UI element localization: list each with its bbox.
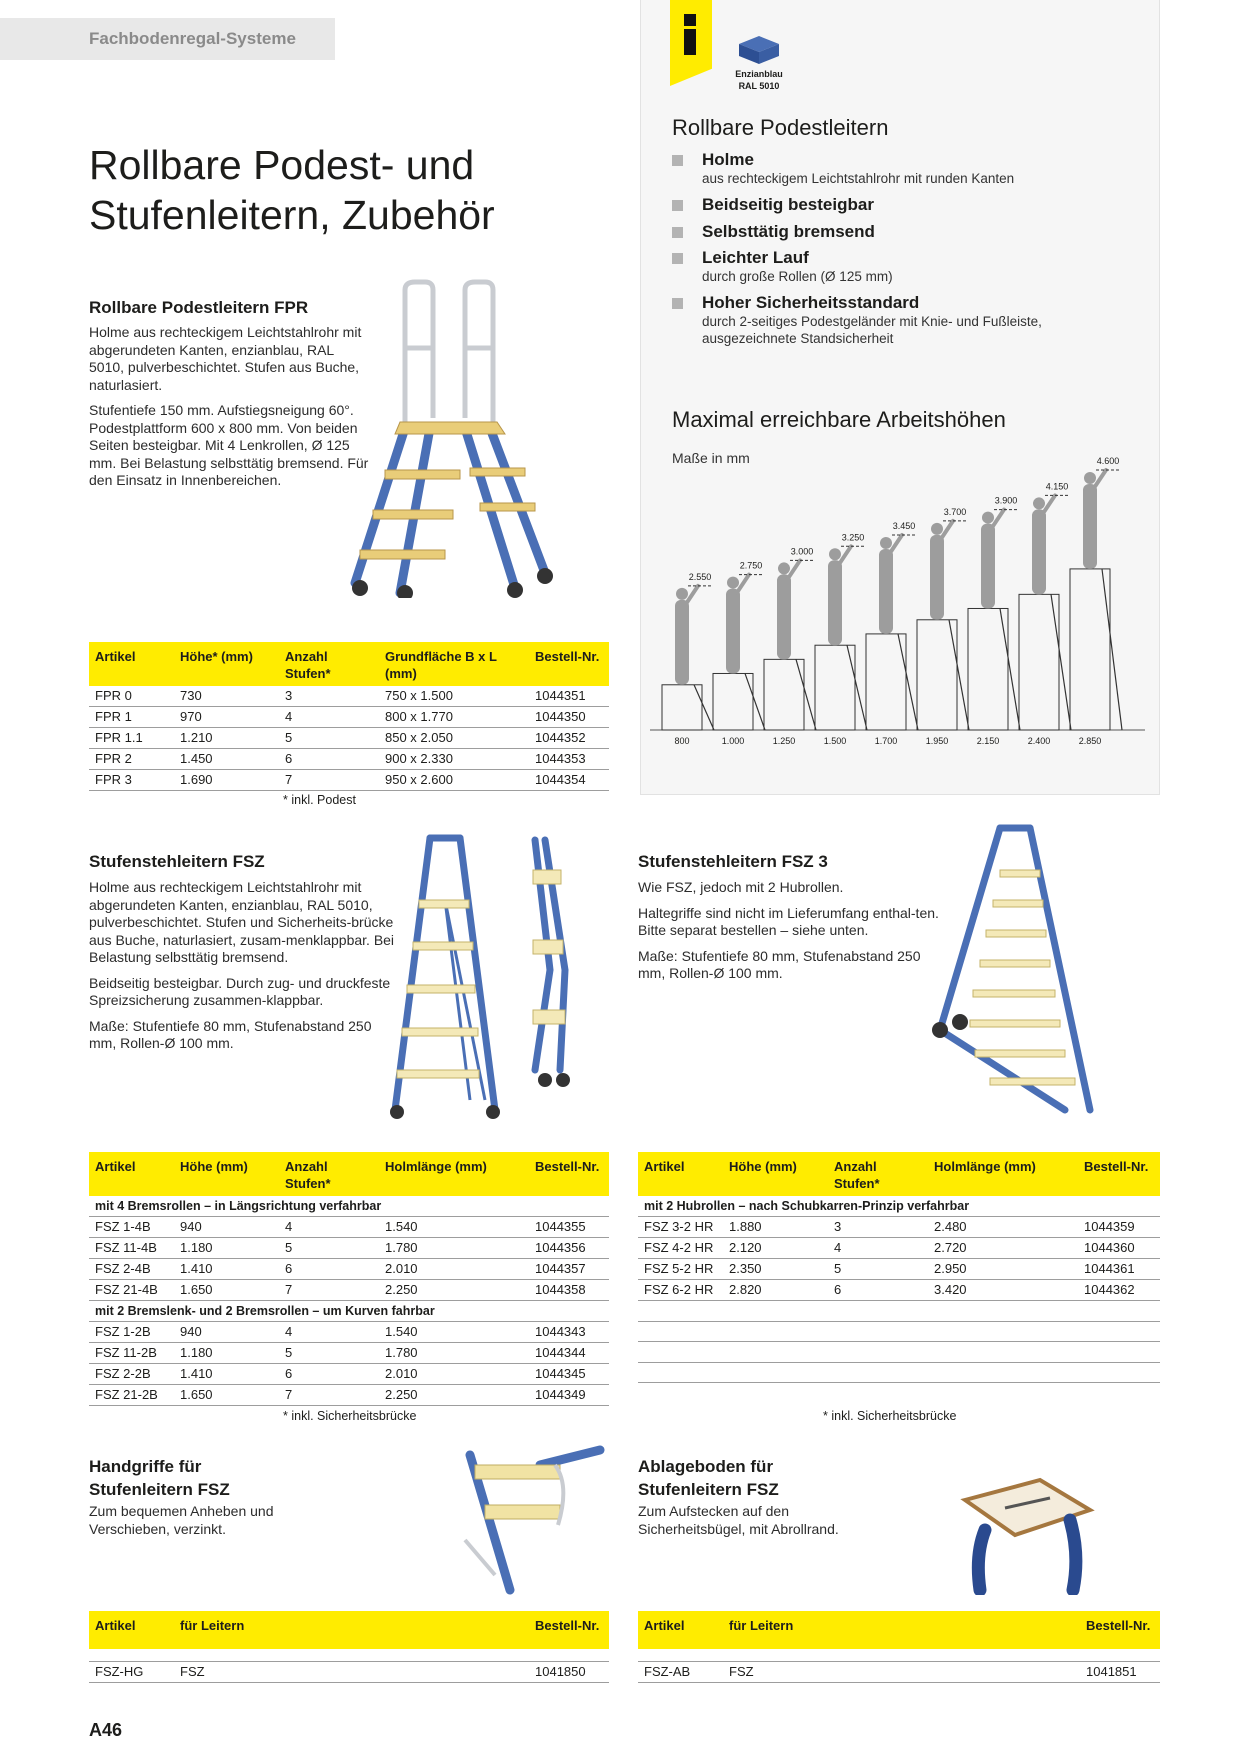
cell: 1.410 bbox=[174, 1364, 279, 1385]
cell: 1044344 bbox=[529, 1343, 609, 1364]
fsz-title: Stufenstehleitern FSZ bbox=[89, 852, 265, 871]
tick-label: 1.250 bbox=[772, 736, 796, 746]
platform-mark bbox=[866, 634, 906, 730]
person-head bbox=[1033, 497, 1045, 509]
table-row bbox=[89, 1217, 609, 1238]
table-header-row bbox=[89, 1152, 609, 1196]
table-row bbox=[89, 1385, 609, 1406]
cell: 1044350 bbox=[529, 707, 609, 728]
data-label: 2.550 bbox=[688, 571, 712, 582]
cell: 1.410 bbox=[174, 1259, 279, 1280]
table-row bbox=[89, 749, 609, 770]
bullet-square-icon bbox=[672, 200, 683, 211]
cell: 1044357 bbox=[529, 1259, 609, 1280]
platform-mark bbox=[764, 659, 804, 730]
cell: FSZ 2-4B bbox=[89, 1259, 174, 1280]
bullet-square-icon bbox=[672, 227, 683, 238]
cell: FSZ 6-2 HR bbox=[638, 1280, 723, 1301]
table-row bbox=[89, 728, 609, 749]
table-row-empty bbox=[638, 1301, 1160, 1322]
cell: 3.420 bbox=[928, 1280, 1078, 1301]
cell: FPR 2 bbox=[89, 749, 174, 770]
cell: 1044360 bbox=[1078, 1238, 1160, 1259]
platform-mark bbox=[968, 608, 1008, 730]
cell: FSZ 4-2 HR bbox=[638, 1238, 723, 1259]
fsz-para3: Maße: Stufentiefe 80 mm, Stufenabstand 250 mm, Rollen-Ø 100 mm. bbox=[89, 1017, 372, 1051]
swatch-label-name: Enzianblau bbox=[735, 69, 783, 79]
hg-para1: Zum bequemen Anheben und Verschieben, verzinkt. bbox=[89, 1503, 274, 1537]
swatch-label-ral: RAL 5010 bbox=[738, 81, 780, 91]
cell: FSZ 5-2 HR bbox=[638, 1259, 723, 1280]
cell: FSZ 2-2B bbox=[89, 1364, 174, 1385]
cell: 7 bbox=[279, 770, 379, 791]
cell: 1044349 bbox=[529, 1385, 609, 1406]
data-label: 4.600 bbox=[1096, 456, 1120, 466]
person-head bbox=[778, 562, 790, 574]
group-label: mit 4 Bremsrollen – in Längsrichtung verfahrbar bbox=[89, 1196, 609, 1217]
cell: 1044355 bbox=[529, 1217, 609, 1238]
table-row-empty bbox=[638, 1321, 1160, 1342]
cell: 1044353 bbox=[529, 749, 609, 770]
cell: 2.250 bbox=[379, 1280, 529, 1301]
fsz3-description bbox=[638, 879, 948, 991]
bullet-square-icon bbox=[672, 298, 683, 309]
cell: 1.780 bbox=[379, 1343, 529, 1364]
cell: 1044352 bbox=[529, 728, 609, 749]
cell: 940 bbox=[174, 1217, 279, 1238]
person-figure bbox=[1032, 509, 1046, 594]
fsz-footnote: * inkl. Sicherheitsbrücke bbox=[283, 1409, 417, 1423]
cell: 950 x 2.600 bbox=[379, 770, 529, 791]
table-row-empty bbox=[638, 1342, 1160, 1363]
col-header: Artikel bbox=[89, 642, 174, 686]
hg-title-line2: Stufenleitern FSZ bbox=[89, 1480, 230, 1499]
person-figure bbox=[726, 589, 740, 674]
table-row bbox=[89, 1238, 609, 1259]
col-header: Bestell-Nr. bbox=[529, 642, 609, 686]
tick-label: 800 bbox=[674, 736, 690, 746]
cell: 970 bbox=[174, 707, 279, 728]
fpr-description bbox=[89, 324, 369, 498]
cell: FPR 3 bbox=[89, 770, 174, 791]
cell: FPR 1.1 bbox=[89, 728, 174, 749]
cell: FSZ 11-4B bbox=[89, 1238, 174, 1259]
cell: 2.010 bbox=[379, 1259, 529, 1280]
cell: 5 bbox=[279, 1343, 379, 1364]
feature-heading: Hoher Sicherheitsstandard bbox=[702, 293, 920, 312]
ladder-rail bbox=[745, 673, 765, 730]
cell: 4 bbox=[279, 1217, 379, 1238]
ab-description bbox=[638, 1503, 868, 1546]
swatch-caption bbox=[728, 68, 790, 92]
ladder-rail bbox=[949, 620, 969, 730]
cell: 5 bbox=[279, 728, 379, 749]
cell: 940 bbox=[174, 1322, 279, 1343]
cell: 5 bbox=[828, 1259, 928, 1280]
platform-mark bbox=[815, 645, 855, 730]
col-header: für Leitern bbox=[174, 1611, 529, 1649]
ladder-rail bbox=[898, 634, 918, 730]
group-label: mit 2 Hubrollen – nach Schubkarren-Prinzip verfahrbar bbox=[638, 1196, 1160, 1217]
cell: FSZ-AB bbox=[638, 1661, 723, 1682]
hg-description bbox=[89, 1503, 319, 1546]
fsz-description bbox=[89, 879, 399, 1061]
col-header: Holmlänge (mm) bbox=[379, 1152, 529, 1196]
cell: 1.180 bbox=[174, 1343, 279, 1364]
feature-detail: aus rechteckigem Leichtstahlrohr mit runden Kanten bbox=[702, 171, 1015, 186]
cell: 1.540 bbox=[379, 1322, 529, 1343]
person-head bbox=[727, 577, 739, 589]
page-title-line2: Stufenleitern, Zubehör bbox=[89, 192, 495, 238]
fsz3-para1: Wie FSZ, jedoch mit 2 Hubrollen. bbox=[638, 879, 844, 895]
fpr-footnote: * inkl. Podest bbox=[283, 793, 356, 807]
info-box-title: Rollbare Podestleitern bbox=[672, 115, 889, 140]
cell: 2.950 bbox=[928, 1259, 1078, 1280]
col-header: Artikel bbox=[638, 1611, 723, 1649]
tick-label: 1.700 bbox=[874, 736, 898, 746]
fsz3-ladder-image bbox=[930, 820, 1110, 1120]
fpr-table bbox=[89, 642, 609, 791]
ab-title bbox=[638, 1455, 779, 1501]
tick-label: 1.000 bbox=[721, 736, 745, 746]
fsz-para2: Beidseitig besteigbar. Durch zug- und druckfeste Spreizsicherung zusammen-klappbar. bbox=[89, 974, 391, 1008]
cell: 1.540 bbox=[379, 1217, 529, 1238]
data-label: 4.150 bbox=[1045, 481, 1069, 492]
ladder-rail bbox=[796, 659, 816, 730]
feature-heading: Selbsttätig bremsend bbox=[702, 222, 875, 241]
hg-title bbox=[89, 1455, 230, 1501]
cell: 1041850 bbox=[529, 1661, 609, 1682]
cell: 900 x 2.330 bbox=[379, 749, 529, 770]
col-header: Artikel bbox=[89, 1152, 174, 1196]
cell: 1044361 bbox=[1078, 1259, 1160, 1280]
heights-title: Maximal erreichbare Arbeitshöhen bbox=[672, 407, 1006, 432]
fsz-para1: Holme aus rechteckigem Leichtstahlrohr mit abgerundeten Kanten, enzianblau, RAL 5010, pulverbeschichtet. Stufen und Sicherheits-brücke aus Buche, naturlasiert, zusam-menklappbar. Bei Belastung selbsttätig bremsend. bbox=[89, 879, 395, 965]
color-swatch-icon bbox=[735, 32, 783, 66]
col-header: Anzahl Stufen* bbox=[279, 642, 379, 686]
cell: 3 bbox=[279, 686, 379, 707]
cell: 5 bbox=[279, 1238, 379, 1259]
fsz3-para2: Haltegriffe sind nicht im Lieferumfang enthal-ten. Bitte separat bestellen – siehe unten. bbox=[638, 904, 939, 938]
col-header: Höhe (mm) bbox=[174, 1152, 279, 1196]
cell: 1.690 bbox=[174, 770, 279, 791]
cell: 4 bbox=[279, 707, 379, 728]
cell: 7 bbox=[279, 1385, 379, 1406]
cell: 1044351 bbox=[529, 686, 609, 707]
data-label: 2.750 bbox=[739, 560, 763, 571]
feature-item bbox=[672, 248, 1132, 285]
cell: 1044356 bbox=[529, 1238, 609, 1259]
page-number: A46 bbox=[89, 1720, 123, 1740]
data-label: 3.450 bbox=[892, 521, 916, 531]
group-label: mit 2 Bremslenk- und 2 Bremsrollen – um Kurven fahrbar bbox=[89, 1301, 609, 1322]
cell: FSZ 21-2B bbox=[89, 1385, 174, 1406]
platform-mark bbox=[1019, 594, 1059, 730]
ladder-rail bbox=[1051, 594, 1071, 730]
fsz3-table bbox=[638, 1152, 1160, 1383]
cell: 1.180 bbox=[174, 1238, 279, 1259]
page-title-line1: Rollbare Podest- und bbox=[89, 142, 475, 188]
platform-mark bbox=[713, 673, 753, 730]
table-header-row bbox=[638, 1152, 1160, 1196]
cell: FSZ 3-2 HR bbox=[638, 1217, 723, 1238]
heights-chart bbox=[640, 455, 1160, 770]
col-header: Höhe (mm) bbox=[723, 1152, 828, 1196]
person-head bbox=[1084, 472, 1096, 484]
person-figure bbox=[930, 535, 944, 620]
cell: FSZ 11-2B bbox=[89, 1343, 174, 1364]
person-head bbox=[931, 523, 943, 535]
info-icon bbox=[684, 14, 696, 54]
table-group-row bbox=[638, 1196, 1160, 1217]
ab-table bbox=[638, 1611, 1160, 1683]
cell: FSZ 1-2B bbox=[89, 1322, 174, 1343]
ab-para1: Zum Aufstecken auf den Sicherheitsbügel, mit Abrollrand. bbox=[638, 1503, 839, 1537]
person-head bbox=[880, 537, 892, 549]
cell: 6 bbox=[828, 1280, 928, 1301]
cell: 1.650 bbox=[174, 1385, 279, 1406]
fpr-para1: Holme aus rechteckigem Leichtstahlrohr mit abgerundeten Kanten, enzianblau, RAL 5010, pulverbeschichtet. Stufen aus Buche, naturlasiert. bbox=[89, 324, 362, 393]
table-row bbox=[638, 1217, 1160, 1238]
cell: 6 bbox=[279, 1364, 379, 1385]
data-label: 3.000 bbox=[790, 546, 814, 557]
platform-mark bbox=[1070, 569, 1110, 730]
person-head bbox=[676, 588, 688, 600]
fpr-ladder-image bbox=[345, 278, 575, 598]
ab-title-line2: Stufenleitern FSZ bbox=[638, 1480, 779, 1499]
cell: 7 bbox=[279, 1280, 379, 1301]
feature-item bbox=[672, 195, 1132, 215]
section-tab: Fachbodenregal-Systeme bbox=[0, 18, 335, 60]
cell: 2.350 bbox=[723, 1259, 828, 1280]
page-title bbox=[89, 140, 495, 240]
cell: 1044359 bbox=[1078, 1217, 1160, 1238]
cell: 1044358 bbox=[529, 1280, 609, 1301]
cell: 800 x 1.770 bbox=[379, 707, 529, 728]
table-row bbox=[89, 1259, 609, 1280]
table-group-row bbox=[89, 1301, 609, 1322]
fsz3-title: Stufenstehleitern FSZ 3 bbox=[638, 852, 828, 871]
tick-label: 2.400 bbox=[1027, 736, 1051, 746]
ladder-rail bbox=[1000, 608, 1020, 730]
cell: 730 bbox=[174, 686, 279, 707]
table-row bbox=[89, 1661, 609, 1682]
fsz3-para3: Maße: Stufentiefe 80 mm, Stufenabstand 250 mm, Rollen-Ø 100 mm. bbox=[638, 947, 921, 981]
heights-subtitle: Maße in mm bbox=[672, 450, 750, 466]
col-header: Artikel bbox=[638, 1152, 723, 1196]
cell: 2.010 bbox=[379, 1364, 529, 1385]
cell: 1.880 bbox=[723, 1217, 828, 1238]
table-header-row bbox=[638, 1611, 1160, 1649]
bullet-square-icon bbox=[672, 253, 683, 264]
table-row bbox=[638, 1238, 1160, 1259]
feature-heading: Holme bbox=[702, 150, 754, 169]
cell: 1.210 bbox=[174, 728, 279, 749]
cell: FSZ 1-4B bbox=[89, 1217, 174, 1238]
ab-title-line1: Ablageboden für bbox=[638, 1457, 774, 1476]
feature-item bbox=[672, 150, 1132, 187]
feature-detail: durch 2-seitiges Podestgeländer mit Knie- und Fußleiste, ausgezeichnete Standsicherheit bbox=[702, 314, 1042, 346]
ladder-rail bbox=[694, 685, 714, 730]
table-row bbox=[89, 707, 609, 728]
person-figure bbox=[828, 560, 842, 645]
person-figure bbox=[777, 574, 791, 659]
person-figure bbox=[879, 549, 893, 634]
cell: 2.250 bbox=[379, 1385, 529, 1406]
table-row bbox=[638, 1280, 1160, 1301]
cell: 4 bbox=[828, 1238, 928, 1259]
cell: 750 x 1.500 bbox=[379, 686, 529, 707]
col-header: für Leitern bbox=[723, 1611, 1080, 1649]
cell: FPR 1 bbox=[89, 707, 174, 728]
cell: 1.780 bbox=[379, 1238, 529, 1259]
feature-item bbox=[672, 222, 1132, 242]
cell: 2.720 bbox=[928, 1238, 1078, 1259]
bullet-square-icon bbox=[672, 155, 683, 166]
cell: 6 bbox=[279, 1259, 379, 1280]
col-header: Anzahl Stufen* bbox=[279, 1152, 379, 1196]
hg-table bbox=[89, 1611, 609, 1683]
ladder-rail bbox=[1102, 569, 1122, 730]
cell: 1044362 bbox=[1078, 1280, 1160, 1301]
cell: 6 bbox=[279, 749, 379, 770]
col-header: Grundfläche B x L (mm) bbox=[379, 642, 529, 686]
data-label: 3.900 bbox=[994, 495, 1018, 506]
table-row bbox=[89, 770, 609, 791]
col-header: Bestell-Nr. bbox=[529, 1611, 609, 1649]
table-header-row bbox=[89, 1611, 609, 1649]
table-row bbox=[89, 1322, 609, 1343]
cell: 1044354 bbox=[529, 770, 609, 791]
shelf-image bbox=[955, 1460, 1095, 1595]
tick-label: 2.150 bbox=[976, 736, 1000, 746]
person-figure bbox=[1083, 484, 1097, 569]
platform-mark bbox=[917, 620, 957, 730]
cell: 850 x 2.050 bbox=[379, 728, 529, 749]
feature-heading: Beidseitig besteigbar bbox=[702, 195, 874, 214]
hg-title-line1: Handgriffe für bbox=[89, 1457, 202, 1476]
cell: 1044345 bbox=[529, 1364, 609, 1385]
col-header: Holmlänge (mm) bbox=[928, 1152, 1078, 1196]
feature-item bbox=[672, 293, 1052, 347]
fsz-table bbox=[89, 1152, 609, 1406]
col-header: Artikel bbox=[89, 1611, 174, 1649]
fsz-ladder-image bbox=[385, 830, 615, 1120]
cell: 2.820 bbox=[723, 1280, 828, 1301]
cell: 2.480 bbox=[928, 1217, 1078, 1238]
cell: 1044343 bbox=[529, 1322, 609, 1343]
cell: 1041851 bbox=[1080, 1661, 1160, 1682]
table-row bbox=[89, 1280, 609, 1301]
tick-label: 2.850 bbox=[1078, 736, 1102, 746]
feature-heading: Leichter Lauf bbox=[702, 248, 809, 267]
table-row bbox=[638, 1259, 1160, 1280]
col-header: Bestell-Nr. bbox=[1080, 1611, 1160, 1649]
person-head bbox=[982, 512, 994, 524]
table-row-empty bbox=[638, 1362, 1160, 1383]
table-header-row bbox=[89, 642, 609, 686]
feature-detail: durch große Rollen (Ø 125 mm) bbox=[702, 269, 893, 284]
col-header: Bestell-Nr. bbox=[529, 1152, 609, 1196]
cell: FSZ-HG bbox=[89, 1661, 174, 1682]
col-header: Bestell-Nr. bbox=[1078, 1152, 1160, 1196]
fsz3-footnote: * inkl. Sicherheitsbrücke bbox=[823, 1409, 957, 1423]
table-group-row bbox=[89, 1196, 609, 1217]
table-row bbox=[638, 1661, 1160, 1682]
platform-mark bbox=[662, 685, 702, 730]
cell: 2.120 bbox=[723, 1238, 828, 1259]
cell: FSZ bbox=[723, 1661, 1080, 1682]
col-header: Höhe* (mm) bbox=[174, 642, 279, 686]
data-label: 3.250 bbox=[841, 532, 865, 543]
person-figure bbox=[981, 524, 995, 609]
person-head bbox=[829, 548, 841, 560]
cell: 1.650 bbox=[174, 1280, 279, 1301]
cell: 3 bbox=[828, 1217, 928, 1238]
cell: FPR 0 bbox=[89, 686, 174, 707]
table-row bbox=[89, 1343, 609, 1364]
cell: FSZ bbox=[174, 1661, 529, 1682]
data-label: 3.700 bbox=[943, 506, 967, 517]
fpr-para2: Stufentiefe 150 mm. Aufstiegsneigung 60°. Podestplattform 600 x 800 mm. Von beiden Seiten besteigbar. Mit 4 Lenkrollen, Ø 125 mm. Bei Belastung selbsttätig bremsend. Für den Einsatz in Innenbereichen. bbox=[89, 402, 369, 488]
table-row bbox=[89, 686, 609, 707]
tick-label: 1.500 bbox=[823, 736, 847, 746]
cell: FSZ 21-4B bbox=[89, 1280, 174, 1301]
cell: 4 bbox=[279, 1322, 379, 1343]
table-row bbox=[89, 1364, 609, 1385]
ladder-rail bbox=[847, 645, 867, 730]
fpr-title: Rollbare Podestleitern FPR bbox=[89, 298, 309, 317]
cell: 1.450 bbox=[174, 749, 279, 770]
tick-label: 1.950 bbox=[925, 736, 949, 746]
handle-image bbox=[440, 1445, 605, 1595]
col-header: Anzahl Stufen* bbox=[828, 1152, 928, 1196]
person-figure bbox=[675, 600, 689, 685]
